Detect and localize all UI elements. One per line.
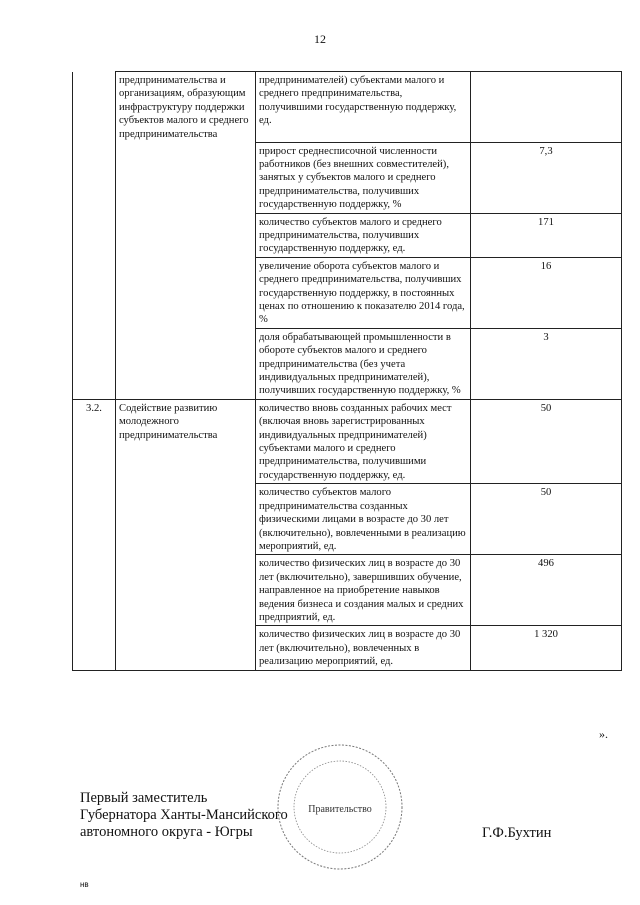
- stamp-label: Правительство: [308, 804, 372, 815]
- table-row: [73, 484, 622, 555]
- indicator-value: 171: [471, 213, 622, 257]
- row-number: 3.2.: [73, 399, 116, 483]
- closing-quote: ».: [599, 727, 608, 741]
- indicator-text: количество субъектов малого предпринимательства созданных физическими лицами в возрасте до 30 лет (включительно), вовлеченными в реализацию мероприятий, ед.: [256, 484, 471, 555]
- row-number: [73, 142, 116, 213]
- table-row: [73, 213, 622, 257]
- indicator-value: 16: [471, 257, 622, 328]
- row-number: [73, 626, 116, 670]
- row-number: [73, 72, 116, 143]
- indicator-value: 1 320: [471, 626, 622, 670]
- measure-name: Содействие развитию молодежного предпринимательства: [116, 399, 256, 483]
- indicator-text: количество субъектов малого и среднего предпринимательства, получивших государственную поддержку, ед.: [256, 213, 471, 257]
- indicator-value: 50: [471, 484, 622, 555]
- indicator-text: количество физических лиц в возрасте до 30 лет (включительно), завершивших обучение, направленное на приобретение навыков ведения бизнеса и создания малых и средних предприятий, ед.: [256, 555, 471, 626]
- signature-block: [80, 790, 288, 841]
- indicator-text: прирост среднесписочной численности работников (без внешних совместителей), занятых у субъектов малого и среднего предпринимательства, получивших государственную поддержку, %: [256, 142, 471, 213]
- indicator-value: 496: [471, 555, 622, 626]
- executor-initials: нв: [80, 880, 89, 889]
- indicator-text: количество физических лиц в возрасте до 30 лет (включительно), вовлеченных в реализацию мероприятий, ед.: [256, 626, 471, 670]
- table-row: [73, 626, 622, 670]
- signer-name: Г.Ф.Бухтин: [482, 825, 552, 841]
- row-number: [73, 213, 116, 257]
- table-row: [73, 328, 622, 399]
- signer-title-line-3: автономного округа - Югры: [80, 824, 253, 840]
- measure-name: предпринимательства и организациям, образующим инфраструктуру поддержки субъектов малого и среднего предпринимательства: [116, 72, 256, 143]
- row-number: [73, 484, 116, 555]
- measure-name: [116, 257, 256, 328]
- table-row: [73, 399, 622, 483]
- table-row: [73, 72, 622, 143]
- measure-name: [116, 213, 256, 257]
- indicators-table: [72, 71, 622, 671]
- official-seal: [270, 740, 410, 875]
- indicator-text: увеличение оборота субъектов малого и среднего предпринимательства, получивших государственную поддержку, в постоянных ценах по отношению к показателю 2014 года, %: [256, 257, 471, 328]
- measure-name: [116, 555, 256, 626]
- measure-name: [116, 142, 256, 213]
- indicator-value: 3: [471, 328, 622, 399]
- signer-title-line-1: Первый заместитель: [80, 790, 208, 806]
- indicator-text: количество вновь созданных рабочих мест (включая вновь зарегистрированных индивидуальных предпринимателей) субъектами малого и среднего предпринимательства, получившими государственную поддержку, ед.: [256, 399, 471, 483]
- row-number: [73, 328, 116, 399]
- indicator-text: доля обрабатывающей промышленности в обороте субъектов малого и среднего предпринимательства (без учета индивидуальных предпринимателей), получивших государственную поддержку, %: [256, 328, 471, 399]
- measure-name: [116, 626, 256, 670]
- indicator-value: 50: [471, 399, 622, 483]
- indicator-text: предпринимателей) субъектами малого и среднего предпринимательства, получившими государственную поддержку, ед.: [256, 72, 471, 143]
- row-number: [73, 257, 116, 328]
- row-number: [73, 555, 116, 626]
- page-number: 12: [314, 32, 326, 46]
- table-row: [73, 257, 622, 328]
- indicator-value: 7,3: [471, 142, 622, 213]
- table-row: [73, 142, 622, 213]
- measure-name: [116, 328, 256, 399]
- measure-name: [116, 484, 256, 555]
- table-row: [73, 555, 622, 626]
- signer-title-line-2: Губернатора Ханты-Мансийского: [80, 807, 288, 823]
- indicator-value: [471, 72, 622, 143]
